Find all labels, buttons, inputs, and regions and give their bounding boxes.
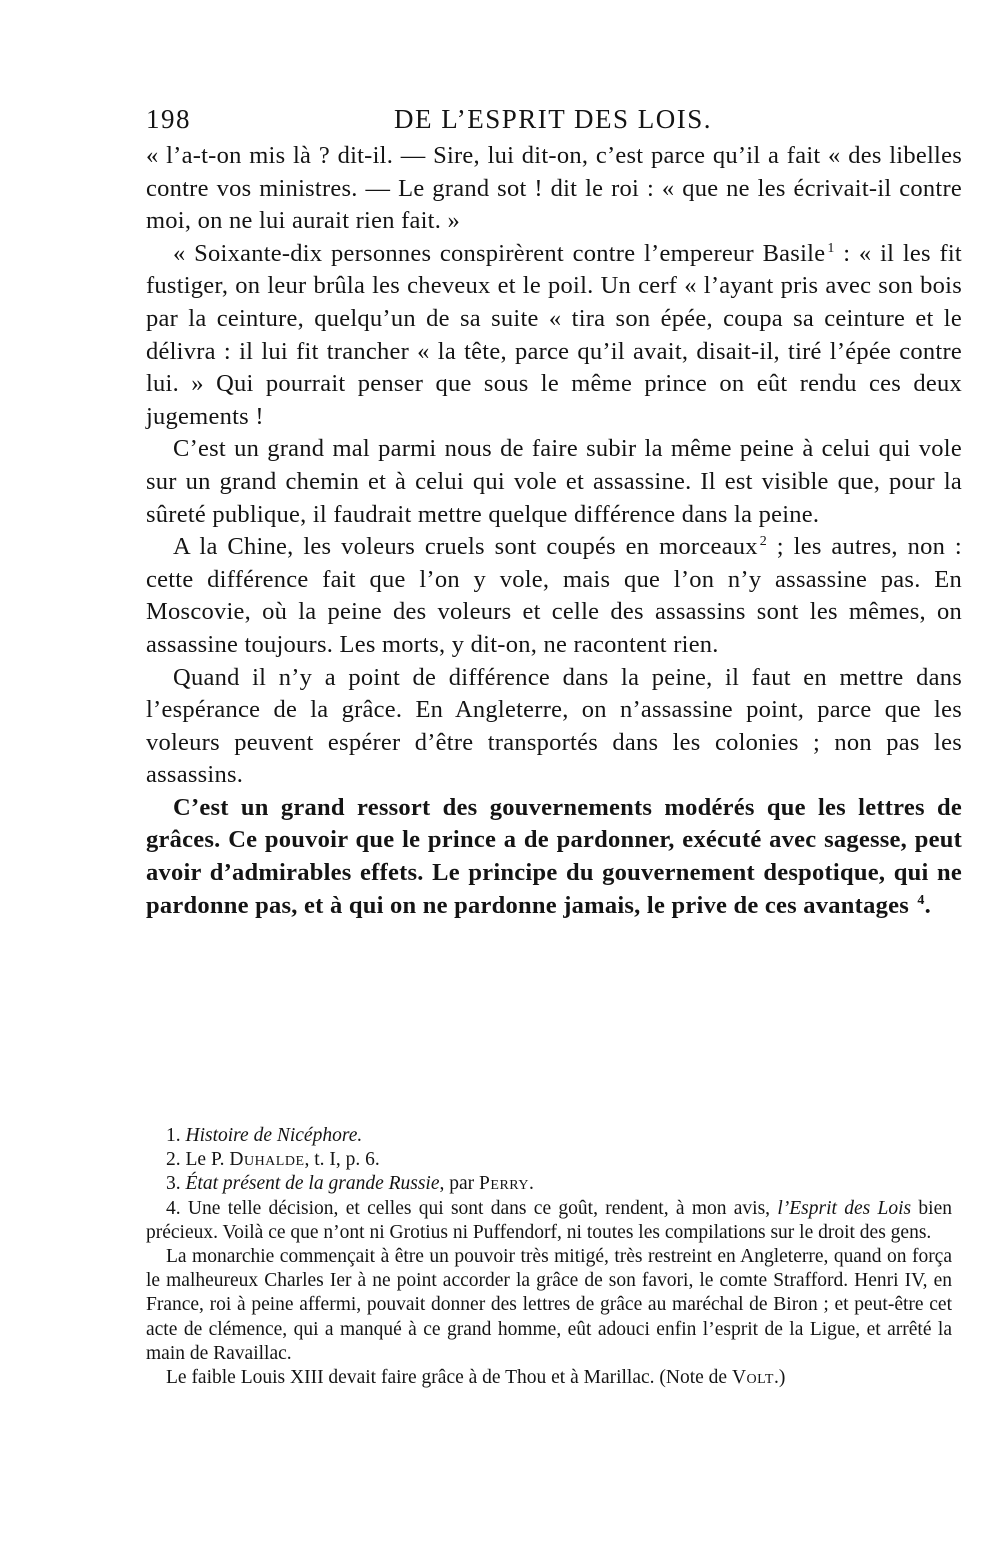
footnote-author: Duhalde <box>229 1149 305 1171</box>
paragraph-text: Quand il n’y a point de différence dans la peine, il faut en mettre dans l’espérance de la grâce. En Angleterre, on n’assassine point, parce que les voleurs peuvent espérer d’être transportés dans les colonies ; non pas les assassins. <box>146 663 962 789</box>
paragraph-angleterre <box>146 662 962 792</box>
footnote-text: bien précieux. Voilà ce que n’ont ni Grotius ni Puffendorf, ni toutes les compilations sur le droit des gens. <box>146 1197 952 1243</box>
paragraph-grand-chemin <box>146 433 962 531</box>
footnote-number: 1. <box>166 1125 181 1146</box>
footnote-text: Le P. <box>185 1149 225 1171</box>
footnotes <box>146 1124 952 1390</box>
paragraph-chine <box>146 531 962 661</box>
footnote-title: Histoire de Nicéphore. <box>185 1125 363 1146</box>
paragraph-quote-continued <box>146 140 962 238</box>
footnote-2 <box>146 1148 952 1172</box>
footnote-text: Une telle décision, et celles qui sont dans ce goût, rendent, à mon avis, <box>187 1197 771 1219</box>
paragraph-text: « Soixante-dix personnes conspirèrent contre l’empereur Basile <box>173 239 826 267</box>
paragraph-text: C’est un grand mal parmi nous de faire subir la même peine à celui qui vole sur un grand chemin et à celui qui vole et assassine. Il est visible que, pour la sûreté publique, il faudrait mettre quelque différence dans la peine. <box>146 435 962 528</box>
footnote-4-paragraph-3 <box>146 1366 952 1390</box>
footnote-text: . <box>528 1173 534 1195</box>
main-text <box>146 140 962 922</box>
page-content <box>146 96 962 922</box>
running-head <box>146 96 962 140</box>
paragraph-text: ; les autres, non : cette différence fait que l’on y vole, mais que l’on n’y assassine pas. En Moscovie, où la peine des voleurs et celle des assassins sont les mêmes, on assassine toujours. Les morts, y dit-on, ne racontent rien. <box>146 533 962 658</box>
footnote-ref-2[interactable]: 2 <box>759 534 767 550</box>
paragraph-lettres-de-grace <box>146 792 962 922</box>
footnote-text: , par <box>439 1173 475 1195</box>
footnote-number: 4. <box>166 1197 181 1219</box>
footnote-author: Volt <box>731 1367 774 1389</box>
footnote-3 <box>146 1172 952 1196</box>
footnote-ref-1[interactable]: 1 <box>827 240 835 256</box>
footnote-4-paragraph-2 <box>146 1245 952 1366</box>
footnote-number: 3. <box>166 1173 181 1195</box>
footnote-title: l’Esprit des Lois <box>777 1197 912 1219</box>
footnote-text: Le faible Louis XIII devait faire grâce à de Thou et à Marillac. (Note de <box>166 1367 728 1389</box>
paragraph-text: . <box>924 891 932 919</box>
footnote-text: .) <box>773 1367 786 1389</box>
paragraph-text: A la Chine, les voleurs cruels sont coupés en morceaux <box>173 533 758 561</box>
running-head-title: DE L’ESPRIT DES LOIS. <box>394 104 713 134</box>
footnote-number: 2. <box>166 1149 181 1171</box>
footnote-4 <box>146 1197 952 1245</box>
footnote-title: État présent de la grande Russie <box>185 1173 440 1195</box>
paragraph-text: « l’a-t-on mis là ? dit-il. — Sire, lui dit-on, c’est parce qu’il a fait « des libelles contre vos ministres. — Le grand sot ! dit le roi : « que ne les écrivait-il contre moi, on ne lui aurait rien fait. » <box>146 142 962 235</box>
paragraph-text: C’est un grand ressort des gouvernements modérés que les lettres de grâces. Ce pouvoir que le prince a de pardonner, exécuté avec sagesse, peut avoir d’admirables effets. Le principe du gouvernement despotique, qui ne pardonne pas, et à qui on ne pardonne jamais, le prive de ces avantages <box>146 793 962 919</box>
footnote-ref-4[interactable]: 4 <box>917 892 925 908</box>
footnote-text: La monarchie commençait à être un pouvoir très mitigé, très restreint en Angleterre, quand on força le malheureux Charles Ier à ne point accorder la grâce de son favori, le comte Strafford. Henri IV, en France, roi à peine affermi, pouvait donner des lettres de grâce au maréchal de Biron ; et peut-être cet acte de clémence, qui a manqué à ce grand homme, eût adouci enfin l’esprit de la Ligue, et arrêté la main de Ravaillac. <box>146 1246 952 1364</box>
paragraph-basile <box>146 238 962 434</box>
page-number: 198 <box>146 104 191 134</box>
footnote-1 <box>146 1124 952 1148</box>
footnote-text: , t. I, p. 6. <box>304 1149 380 1171</box>
footnote-author: Perry <box>479 1173 529 1195</box>
paragraph-text: : « il les fit fustiger, on leur brûla les cheveux et le poil. Un cerf « l’ayant pris avec son bois par la ceinture, quelqu’un de sa suite « tira son épée, coupa sa ceinture et le délivra : il lui fit trancher « la tête, parce qu’il avait, disait-il, tiré l’épée contre lui. » Qui pourrait penser que sous le même prince on eût rendu ces deux jugements ! <box>146 239 962 430</box>
